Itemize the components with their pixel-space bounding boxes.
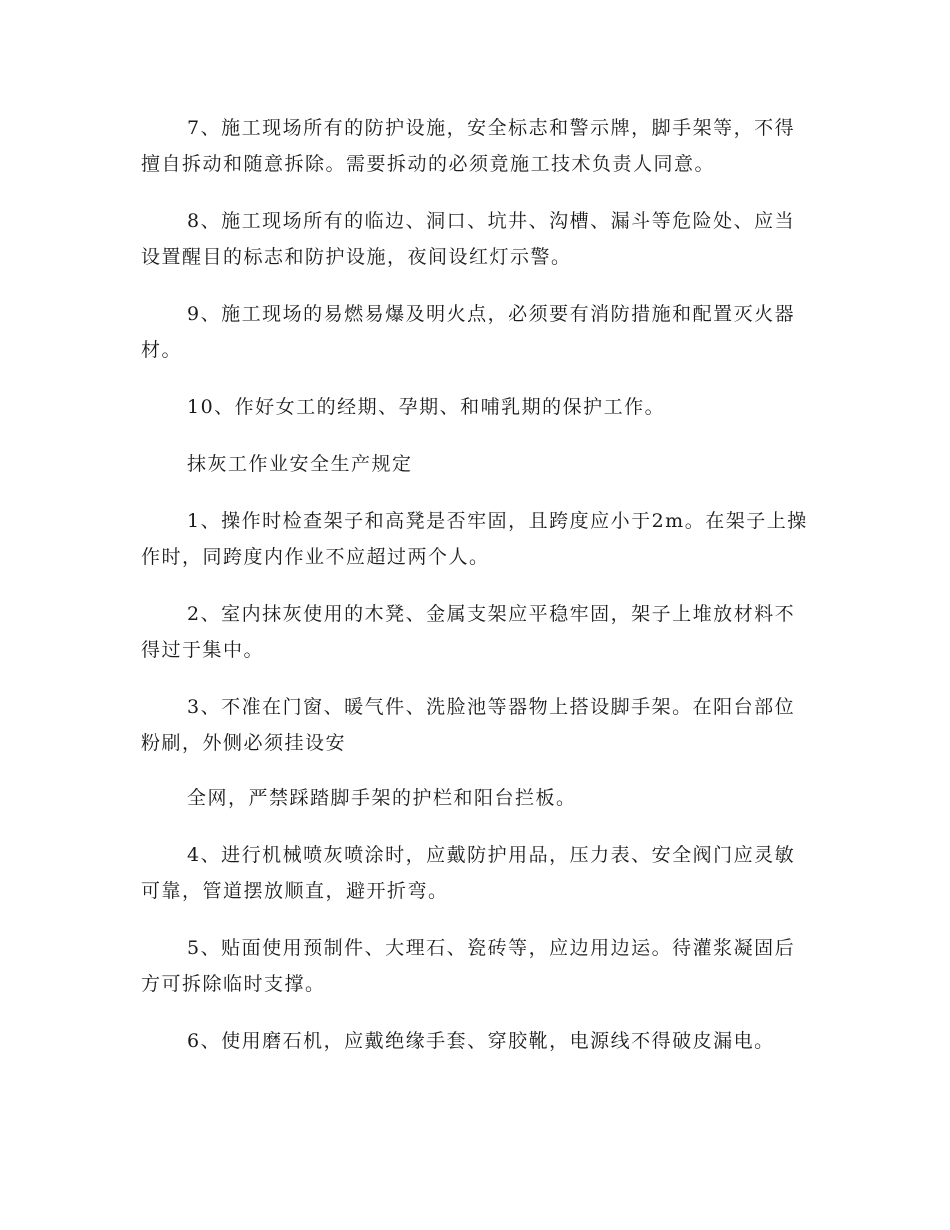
section-heading: 抹灰工作业安全生产规定 — [187, 453, 413, 475]
paragraph-rule-5: 5、贴面使用预制件、大理石、瓷砖等，应边用边运。待灌浆凝固后方可拆除临时支撑。 — [141, 937, 796, 995]
paragraph-item-8: 8、施工现场所有的临边、洞口、坑井、沟槽、漏斗等危险处、应当设置醒目的标志和防护设施，夜间设红灯示警。 — [141, 210, 796, 268]
paragraph-rule-3: 3、不准在门窗、暖气件、洗脸池等器物上搭设脚手架。在阳台部位粉刷，外侧必须挂设安 — [141, 696, 796, 754]
paragraph-rule-6: 6、使用磨石机，应戴绝缘手套、穿胶靴，电源线不得破皮漏电。 — [187, 1030, 775, 1052]
paragraph-rule-1: 1、操作时检查架子和高凳是否牢固，且跨度应小于2m。在架子上操作时，同跨度内作业不应超过两个人。 — [141, 510, 808, 568]
paragraph-item-10: 10、作好女工的经期、孕期、和哺乳期的保护工作。 — [187, 396, 666, 418]
paragraph-rule-4: 4、进行机械喷灰喷涂时，应戴防护用品，压力表、安全阀门应灵敏可靠，管道摆放顺直，避开折弯。 — [141, 844, 796, 902]
paragraph-item-7: 7、施工现场所有的防护设施，安全标志和警示牌，脚手架等，不得擅自拆动和随意拆除。需要拆动的必须竟施工技术负责人同意。 — [141, 117, 796, 175]
document-body — [141, 110, 811, 1080]
paragraph-rule-2: 2、室内抹灰使用的木凳、金属支架应平稳牢固，架子上堆放材料不得过于集中。 — [141, 603, 796, 661]
paragraph-item-9: 9、施工现场的易燃易爆及明火点，必须要有消防措施和配置灭火器材。 — [141, 303, 796, 361]
paragraph-rule-3-continued: 全网，严禁踩踏脚手架的护栏和阳台拦板。 — [187, 787, 577, 809]
